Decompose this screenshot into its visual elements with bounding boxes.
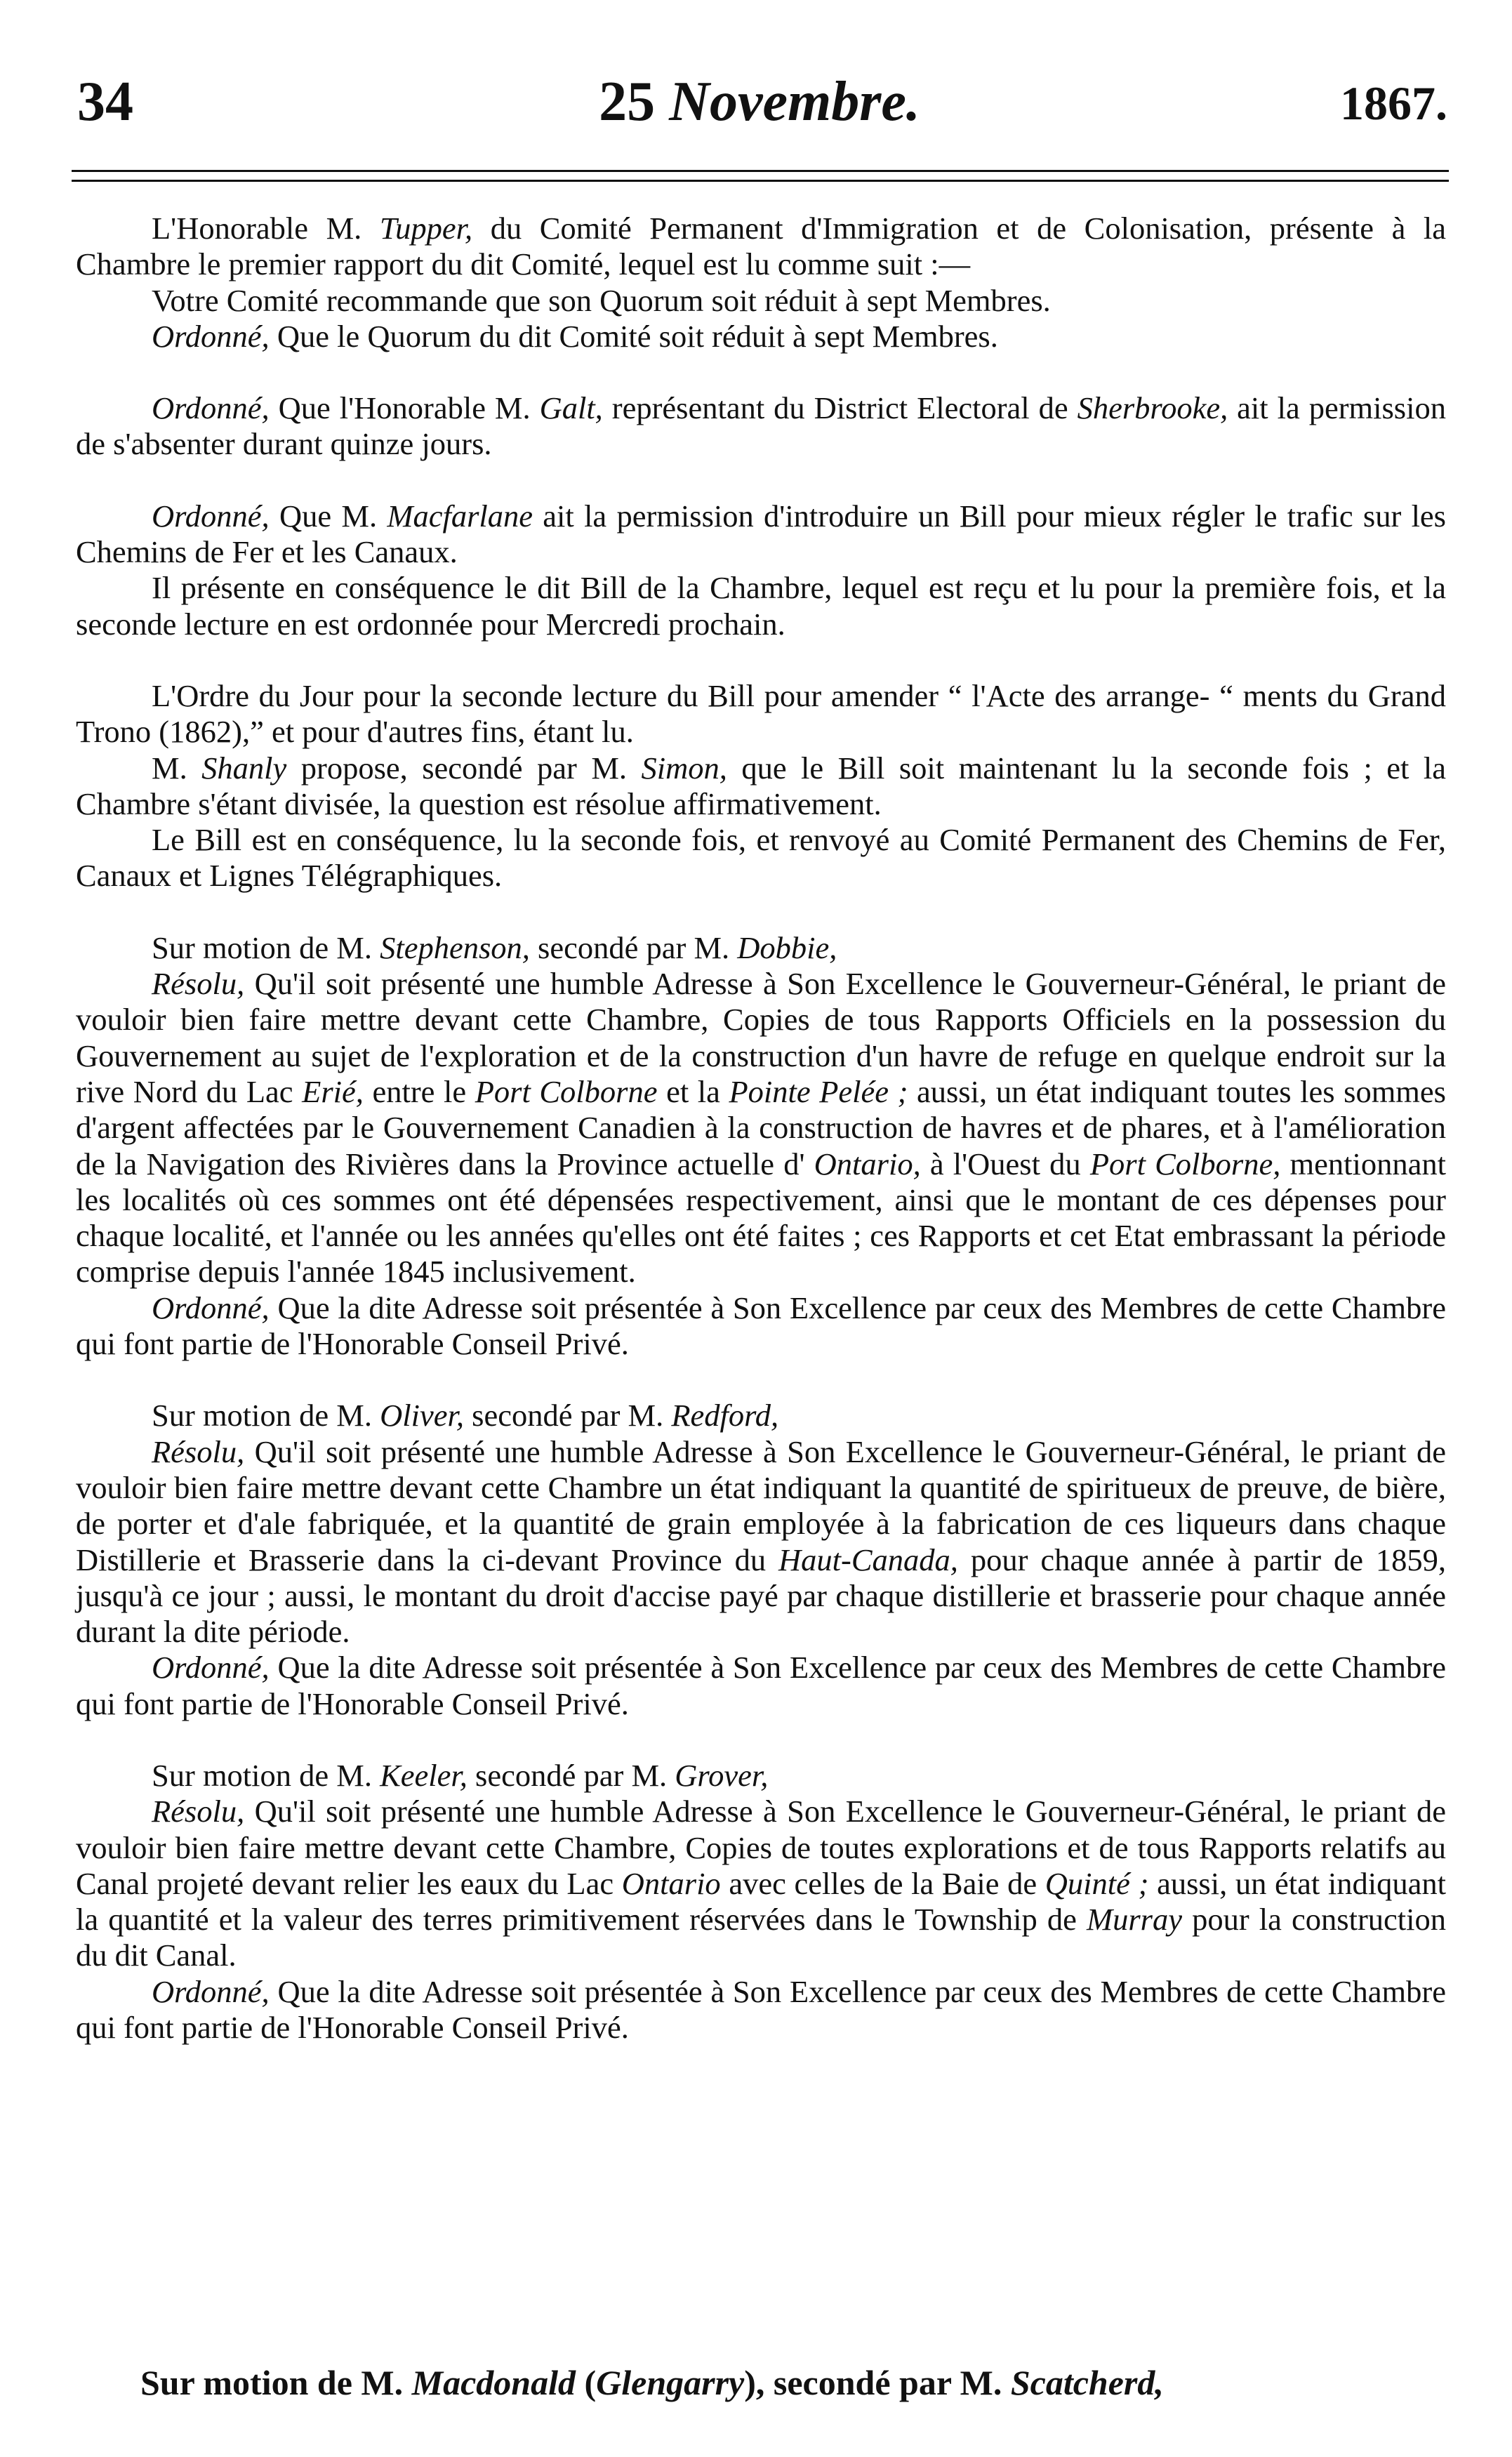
- italic-name: Grover,: [675, 1757, 769, 1793]
- italic-name: Ordonné,: [152, 390, 270, 426]
- italic-name: Erié,: [302, 1073, 364, 1109]
- italic-name: Ordonné,: [152, 1650, 270, 1686]
- text-run: secondé par M.: [464, 1398, 672, 1433]
- paragraph-p3: [76, 319, 1446, 355]
- text-run: Que le Quorum du dit Comité soit réduit à sept Membres.: [269, 318, 998, 354]
- paragraph-p9: [76, 822, 1446, 894]
- text-run: à l'Ouest du: [920, 1146, 1090, 1181]
- italic-name: Keeler,: [380, 1757, 467, 1793]
- italic-name: Ordonné,: [152, 1973, 270, 2009]
- text-run: ait la permission de s'absenter durant quinze jours.: [76, 390, 1446, 462]
- paragraph-p11: [76, 966, 1446, 1290]
- page-number: 34: [77, 71, 133, 133]
- italic-name: Pointe Pelée ;: [729, 1073, 908, 1109]
- italic-name: Ordonné,: [152, 1290, 270, 1325]
- text-run: propose, secondé par M.: [286, 750, 642, 786]
- text-run: Que la dite Adresse soit présentée à Son Excellence par ceux des Membres de cette Chambre qui font partie de l'Honorable Conseil Privé.: [76, 1290, 1446, 1362]
- text-run: représentant du District Electoral de: [602, 390, 1077, 426]
- italic-name: Sherbrooke,: [1077, 390, 1228, 426]
- text-run: Il présente en conséquence le dit Bill de la Chambre, lequel est reçu et lu pour la première fois, et la seconde lecture en est ordonnée pour Mercredi prochain.: [76, 570, 1446, 642]
- text-run: Sur motion de M.: [152, 929, 380, 965]
- text-run: (: [575, 2363, 597, 2402]
- paragraph-p16: [76, 1758, 1446, 1794]
- header-rule-top: [72, 170, 1449, 172]
- text-run: avec celles de la Baie de: [720, 1865, 1045, 1901]
- italic-name: Résolu,: [152, 1794, 245, 1829]
- date-month: Novembre.: [669, 71, 920, 133]
- page-year: 1867.: [1340, 77, 1447, 130]
- text-run: pour la construction du dit Canal.: [76, 1902, 1446, 1973]
- text-run: M.: [152, 750, 202, 786]
- italic-name: Ordonné,: [152, 498, 270, 534]
- text-run: Que M.: [269, 498, 387, 534]
- paragraph-p4: [76, 390, 1446, 463]
- text-run: Votre Comité recommande que son Quorum soit réduit à sept Membres.: [152, 282, 1051, 318]
- text-run: Que la dite Adresse soit présentée à Son Excellence par ceux des Membres de cette Chambre qui font partie de l'Honorable Conseil Privé.: [76, 1973, 1446, 2046]
- text-run: du Comité Permanent d'Immigration et de Colonisation, présente à la Chambre le premier rapport du dit Comité, lequel est lu comme suit :—: [76, 211, 1446, 282]
- text-run: Sur motion de M.: [152, 1757, 380, 1793]
- italic-name: Ontario,: [814, 1146, 921, 1181]
- italic-name: Dobbie,: [737, 929, 837, 965]
- italic-name: Macdonald: [411, 2363, 576, 2402]
- paragraph-p5: [76, 498, 1446, 571]
- paragraph-p12: [76, 1290, 1446, 1363]
- paragraph-p8: [76, 750, 1446, 823]
- paragraph-p2: [76, 283, 1446, 319]
- text-run: Que l'Honorable M.: [269, 390, 540, 426]
- text-run: Le Bill est en conséquence, lu la seconde fois, et renvoyé au Comité Permanent des Chemins de Fer, Canaux et Lignes Télégraphiques.: [76, 822, 1446, 894]
- text-run: aussi, un état indiquant la quantité et la valeur des terres primitivement réservées dans le Township de: [76, 1865, 1447, 1938]
- date-number: 25: [599, 71, 656, 133]
- text-run: que le Bill soit maintenant lu la seconde fois ; et la Chambre s'étant divisée, la question est résolue affirmativement.: [76, 750, 1446, 821]
- text-run: Que la dite Adresse soit présentée à Son Excellence par ceux des Membres de cette Chambre qui font partie de l'Honorable Conseil Privé.: [76, 1650, 1446, 1721]
- paragraph-p7: [76, 678, 1446, 750]
- italic-name: Haut-Canada,: [778, 1542, 958, 1577]
- text-run: Qu'il soit présenté une humble Adresse à Son Excellence le Gouverneur-Général, le priant de vouloir bien faire mettre devant cette Chambre un état indiquant la quantité de spiritueux de preuve, de bière, de porter et d'ale fabriquée, et la quantité de grain employée à la fabrication de ces liqueurs dans chaque Distillerie et Brasserie dans la ci-devant Province du: [76, 1433, 1446, 1577]
- text-run: secondé par M.: [529, 929, 738, 965]
- italic-name: Port Colborne,: [1089, 1146, 1281, 1181]
- italic-name: Port Colborne: [475, 1073, 658, 1109]
- paragraph-p17: [76, 1794, 1446, 1973]
- text-run: aussi, un état indiquant toutes les sommes d'argent affectées par le Gouvernement Canadien à la construction de havres et de phares, et à l'amélioration de la Navigation des Rivières dans la Province actuelle d': [76, 1073, 1446, 1181]
- paragraph-p1: [76, 211, 1446, 283]
- text-run: ait la permission d'introduire un Bill pour mieux régler le trafic sur les Chemins de Fer et les Canaux.: [76, 498, 1446, 570]
- text-run: L'Ordre du Jour pour la seconde lecture du Bill pour amender “ l'Acte des arrange- “ ments du Grand Trono (1862),” et pour d'autres fins, étant lu.: [76, 677, 1446, 750]
- paragraph-p15: [76, 1650, 1446, 1722]
- italic-name: Scatcherd,: [1010, 2363, 1164, 2402]
- italic-name: Stephenson,: [380, 929, 530, 965]
- italic-name: Macfarlane: [387, 498, 533, 534]
- text-run: mentionnant les localités où ces sommes ont été dépensées respectivement, ainsi que le montant de ces dépenses pour chaque localité, et l'année ou les années qu'elles ont été faites ; ces Rapports et cet Etat embrassant la période comprise depuis l'année 1845 inclusivement.: [76, 1146, 1447, 1290]
- text-run: Sur motion de M.: [152, 1398, 380, 1433]
- document-body: [76, 211, 1446, 2046]
- text-run: Sur motion de M.: [140, 2363, 412, 2402]
- page-date: [72, 70, 1447, 134]
- italic-name: Glengarry: [596, 2363, 745, 2402]
- text-run: et la: [657, 1073, 729, 1109]
- italic-name: Oliver,: [380, 1398, 464, 1433]
- italic-name: Galt,: [539, 390, 603, 426]
- italic-name: Murray: [1087, 1902, 1182, 1938]
- text-run: pour chaque année à partir de 1859, jusqu'à ce jour ; aussi, le montant du droit d'accise payé par chaque distillerie et brasserie pour chaque année durant la dite période.: [76, 1542, 1447, 1650]
- text-run: Qu'il soit présenté une humble Adresse à Son Excellence le Gouverneur-Général, le priant de vouloir bien faire mettre devant cette Chambre, Copies de toutes explorations et de tous Rapports relatifs au Canal projeté devant relier les eaux du Lac: [76, 1794, 1446, 1901]
- italic-name: Ontario: [621, 1865, 721, 1901]
- italic-name: Résolu,: [152, 966, 245, 1002]
- paragraph-p18: [76, 1974, 1446, 2046]
- italic-name: Ordonné,: [152, 318, 270, 354]
- italic-name: Quinté ;: [1045, 1865, 1149, 1901]
- paragraph-p14: [76, 1434, 1446, 1650]
- text-run: Qu'il soit présenté une humble Adresse à Son Excellence le Gouverneur-Général, le priant de vouloir bien faire mettre devant cette Chambre, Copies de tous Rapports Officiels en la possession du Gouvernement au sujet de l'exploration et de la construction d'un havre de refuge en quelque endroit sur la rive Nord du Lac: [76, 966, 1446, 1109]
- closing-motion-line: [140, 2362, 1164, 2403]
- italic-name: Résolu,: [152, 1433, 245, 1469]
- text-run: L'Honorable M.: [152, 211, 380, 246]
- italic-name: Redford,: [671, 1398, 779, 1433]
- italic-name: Simon,: [641, 750, 727, 786]
- italic-name: Tupper,: [379, 211, 473, 246]
- header-rule-bottom: [72, 180, 1449, 182]
- paragraph-p6: [76, 570, 1446, 642]
- italic-name: Shanly: [201, 750, 287, 786]
- text-run: ), secondé par M.: [744, 2363, 1011, 2402]
- paragraph-p10: [76, 930, 1446, 966]
- text-run: secondé par M.: [467, 1757, 675, 1793]
- page-header: [72, 70, 1447, 133]
- paragraph-p13: [76, 1398, 1446, 1433]
- text-run: entre le: [363, 1073, 475, 1109]
